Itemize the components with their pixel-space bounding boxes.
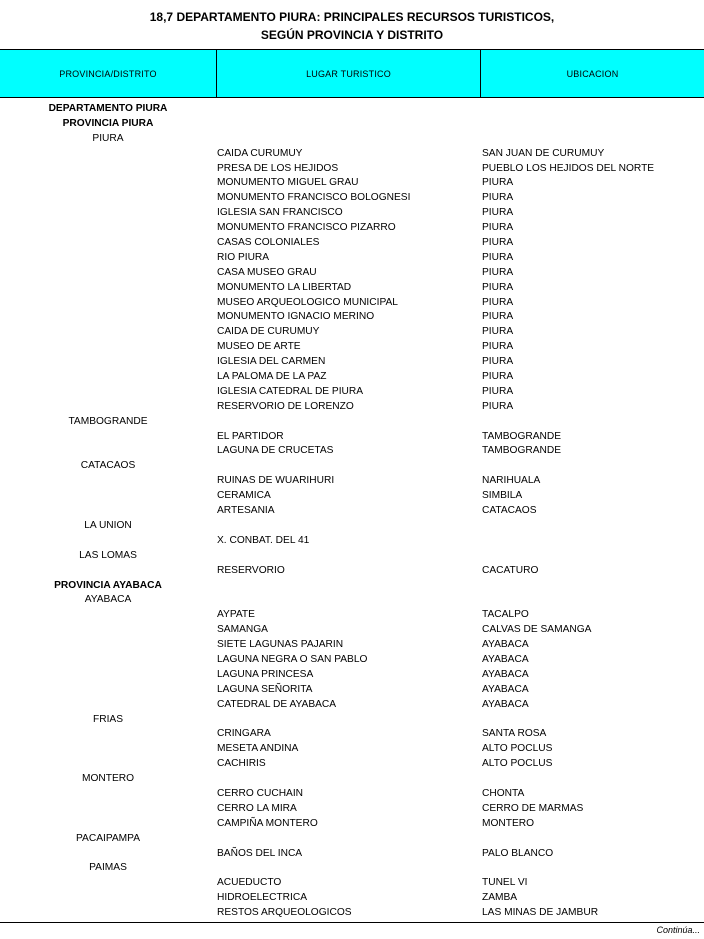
table-row <box>0 534 704 549</box>
table-row <box>0 727 704 742</box>
table-row <box>0 787 704 802</box>
table-row <box>0 430 704 445</box>
lugar-turistico-cell: IGLESIA CATEDRAL DE PIURA <box>217 385 364 397</box>
footer-divider <box>0 922 704 923</box>
lugar-turistico-cell: CRINGARA <box>217 728 271 740</box>
ubicacion-cell: PUEBLO LOS HEJIDOS DEL NORTE <box>482 162 655 174</box>
lugar-turistico-cell: ACUEDUCTO <box>217 877 282 889</box>
table-row <box>0 266 704 281</box>
ubicacion-cell: CACATURO <box>482 564 539 576</box>
ubicacion-cell: PIURA <box>482 385 514 397</box>
ubicacion-cell: SAN JUAN DE CURUMUY <box>482 147 605 159</box>
lugar-turistico-cell: LAGUNA DE CRUCETAS <box>217 445 334 457</box>
lugar-turistico-cell: MUSEO DE ARTE <box>217 341 301 353</box>
table-header <box>0 49 704 98</box>
table-body <box>0 102 704 921</box>
table-row <box>0 221 704 236</box>
ubicacion-cell: PIURA <box>482 296 514 308</box>
table-row <box>0 236 704 251</box>
lugar-turistico-cell: SIETE LAGUNAS PAJARIN <box>217 639 344 651</box>
table-row <box>0 683 704 698</box>
ubicacion-cell: SANTA ROSA <box>482 728 547 740</box>
section-heading-row <box>0 579 704 594</box>
lugar-turistico-cell: IGLESIA SAN FRANCISCO <box>217 207 343 219</box>
provincia-distrito-cell: MONTERO <box>81 773 135 785</box>
table-row <box>0 891 704 906</box>
lugar-turistico-cell: RIO PIURA <box>217 251 270 263</box>
lugar-turistico-cell: CAMPIÑA MONTERO <box>217 817 318 829</box>
lugar-turistico-cell: CASA MUSEO GRAU <box>217 266 317 278</box>
table-row <box>0 817 704 832</box>
lugar-turistico-cell: LAGUNA SEÑORITA <box>217 683 313 695</box>
header-provincia-distrito: PROVINCIA/DISTRITO <box>59 68 157 79</box>
table-title-line1: 18,7 DEPARTAMENTO PIURA: PRINCIPALES RECURSOS TURISTICOS, <box>149 10 555 24</box>
lugar-turistico-cell: HIDROELECTRICA <box>217 892 308 904</box>
district-row <box>0 861 704 876</box>
continue-note: Continúa... <box>656 925 700 935</box>
ubicacion-cell: PIURA <box>482 237 514 249</box>
ubicacion-cell: PIURA <box>482 356 514 368</box>
table-row <box>0 742 704 757</box>
ubicacion-cell: CERRO DE MARMAS <box>482 802 584 814</box>
lugar-turistico-cell: MONUMENTO LA LIBERTAD <box>217 281 352 293</box>
section-heading-row <box>0 117 704 132</box>
table-row <box>0 847 704 862</box>
district-row <box>0 519 704 534</box>
table-row <box>0 310 704 325</box>
district-row <box>0 459 704 474</box>
lugar-turistico-cell: RESERVORIO <box>217 564 285 576</box>
lugar-turistico-cell: LAGUNA NEGRA O SAN PABLO <box>217 653 368 665</box>
ubicacion-cell: CATACAOS <box>482 505 537 517</box>
lugar-turistico-cell: PRESA DE LOS HEJIDOS <box>217 162 339 174</box>
table-row <box>0 802 704 817</box>
lugar-turistico-cell: X. CONBAT. DEL 41 <box>217 534 310 546</box>
provincia-distrito-cell: CATACAOS <box>80 460 136 472</box>
table-row <box>0 400 704 415</box>
table-row <box>0 698 704 713</box>
header-lugar-turistico: LUGAR TURISTICO <box>306 68 391 79</box>
table-row <box>0 206 704 221</box>
lugar-turistico-cell: LA PALOMA DE LA PAZ <box>217 371 327 383</box>
lugar-turistico-cell: RUINAS DE WUARIHURI <box>217 475 335 487</box>
ubicacion-cell: SIMBILA <box>482 490 523 502</box>
table-row <box>0 638 704 653</box>
table-row <box>0 355 704 370</box>
table-title-line2: SEGÚN PROVINCIA Y DISTRITO <box>260 28 444 42</box>
ubicacion-cell: AYABACA <box>482 653 529 665</box>
provincia-distrito-cell: PAIMAS <box>89 862 127 874</box>
table-row <box>0 281 704 296</box>
lugar-turistico-cell: RESERVORIO DE LORENZO <box>217 400 354 412</box>
lugar-turistico-cell: CACHIRIS <box>217 758 266 770</box>
ubicacion-cell: CHONTA <box>482 787 525 799</box>
lugar-turistico-cell: CAIDA DE CURUMUY <box>217 326 320 338</box>
ubicacion-cell: PIURA <box>482 341 514 353</box>
provincia-distrito-cell: LA UNION <box>84 519 132 531</box>
table-row <box>0 385 704 400</box>
district-row <box>0 132 704 147</box>
ubicacion-cell: TACALPO <box>482 609 529 621</box>
provincia-distrito-cell: PIURA <box>92 132 124 144</box>
ubicacion-cell: PIURA <box>482 177 514 189</box>
table-row <box>0 191 704 206</box>
table-row <box>0 608 704 623</box>
ubicacion-cell: PIURA <box>482 281 514 293</box>
district-row <box>0 415 704 430</box>
ubicacion-cell: PIURA <box>482 192 514 204</box>
ubicacion-cell: AYABACA <box>482 683 529 695</box>
lugar-turistico-cell: CERRO CUCHAIN <box>217 787 304 799</box>
lugar-turistico-cell: MONUMENTO IGNACIO MERINO <box>217 311 375 323</box>
lugar-turistico-cell: MONUMENTO FRANCISCO BOLOGNESI <box>217 192 411 204</box>
ubicacion-cell: TAMBOGRANDE <box>482 430 562 442</box>
table-row <box>0 147 704 162</box>
lugar-turistico-cell: MESETA ANDINA <box>217 743 299 755</box>
provincia-distrito-cell: AYABACA <box>84 594 132 606</box>
lugar-turistico-cell: MONUMENTO FRANCISCO PIZARRO <box>217 222 396 234</box>
table-row <box>0 668 704 683</box>
lugar-turistico-cell: MUSEO ARQUEOLOGICO MUNICIPAL <box>217 296 398 308</box>
provincia-distrito-cell: TAMBOGRANDE <box>68 415 148 427</box>
lugar-turistico-cell: BAÑOS DEL INCA <box>217 847 303 859</box>
lugar-turistico-cell: MONUMENTO MIGUEL GRAU <box>217 177 359 189</box>
lugar-turistico-cell: CERRO LA MIRA <box>217 802 297 814</box>
ubicacion-cell: PIURA <box>482 326 514 338</box>
lugar-turistico-cell: CERAMICA <box>217 490 271 502</box>
table-row <box>0 876 704 891</box>
lugar-turistico-cell: CASAS COLONIALES <box>217 237 320 249</box>
provincia-distrito-cell: PACAIPAMPA <box>76 832 140 844</box>
ubicacion-cell: AYABACA <box>482 668 529 680</box>
table-row <box>0 474 704 489</box>
ubicacion-cell: PIURA <box>482 311 514 323</box>
table-row <box>0 489 704 504</box>
table-row <box>0 325 704 340</box>
table-row <box>0 757 704 772</box>
ubicacion-cell: PALO BLANCO <box>482 847 554 859</box>
table-row <box>0 176 704 191</box>
lugar-turistico-cell: CATEDRAL DE AYABACA <box>217 698 337 710</box>
table-row <box>0 340 704 355</box>
ubicacion-cell: ALTO POCLUS <box>482 743 553 755</box>
table-row <box>0 564 704 579</box>
ubicacion-cell: TUNEL VI <box>482 877 528 889</box>
table-row <box>0 162 704 177</box>
lugar-turistico-cell: ARTESANIA <box>217 505 275 517</box>
table-row <box>0 251 704 266</box>
lugar-turistico-cell: SAMANGA <box>217 624 268 636</box>
ubicacion-cell: PIURA <box>482 207 514 219</box>
provincia-distrito-cell: DEPARTAMENTO PIURA <box>48 103 168 114</box>
lugar-turistico-cell: RESTOS ARQUEOLOGICOS <box>217 907 352 919</box>
district-row <box>0 593 704 608</box>
table-row <box>0 623 704 638</box>
ubicacion-cell: PIURA <box>482 371 514 383</box>
lugar-turistico-cell: LAGUNA PRINCESA <box>217 668 314 680</box>
table-row <box>0 906 704 921</box>
ubicacion-cell: MONTERO <box>482 817 535 829</box>
provincia-distrito-cell: PROVINCIA PIURA <box>62 117 154 129</box>
section-heading-row <box>0 102 704 117</box>
ubicacion-cell: ALTO POCLUS <box>482 758 553 770</box>
ubicacion-cell: NARIHUALA <box>482 475 541 487</box>
lugar-turistico-cell: CAIDA CURUMUY <box>217 147 303 159</box>
ubicacion-cell: LAS MINAS DE JAMBUR <box>482 907 599 919</box>
provincia-distrito-cell: FRIAS <box>92 713 123 725</box>
table-row <box>0 444 704 459</box>
table-row <box>0 370 704 385</box>
header-ubicacion: UBICACION <box>566 68 619 79</box>
provincia-distrito-cell: LAS LOMAS <box>79 549 137 561</box>
provincia-distrito-cell: PROVINCIA AYABACA <box>54 579 162 591</box>
district-row <box>0 772 704 787</box>
district-row <box>0 713 704 728</box>
lugar-turistico-cell: IGLESIA DEL CARMEN <box>217 356 326 368</box>
ubicacion-cell: CALVAS DE SAMANGA <box>482 624 592 636</box>
ubicacion-cell: PIURA <box>482 251 514 263</box>
ubicacion-cell: PIURA <box>482 400 514 412</box>
ubicacion-cell: ZAMBA <box>482 892 518 904</box>
table-row <box>0 296 704 311</box>
ubicacion-cell: PIURA <box>482 266 514 278</box>
ubicacion-cell: PIURA <box>482 222 514 234</box>
table-row <box>0 653 704 668</box>
district-row <box>0 832 704 847</box>
ubicacion-cell: AYABACA <box>482 639 529 651</box>
district-row <box>0 549 704 564</box>
lugar-turistico-cell: EL PARTIDOR <box>217 430 284 442</box>
ubicacion-cell: AYABACA <box>482 698 529 710</box>
ubicacion-cell: TAMBOGRANDE <box>482 445 562 457</box>
table-row <box>0 504 704 519</box>
lugar-turistico-cell: AYPATE <box>217 609 255 621</box>
